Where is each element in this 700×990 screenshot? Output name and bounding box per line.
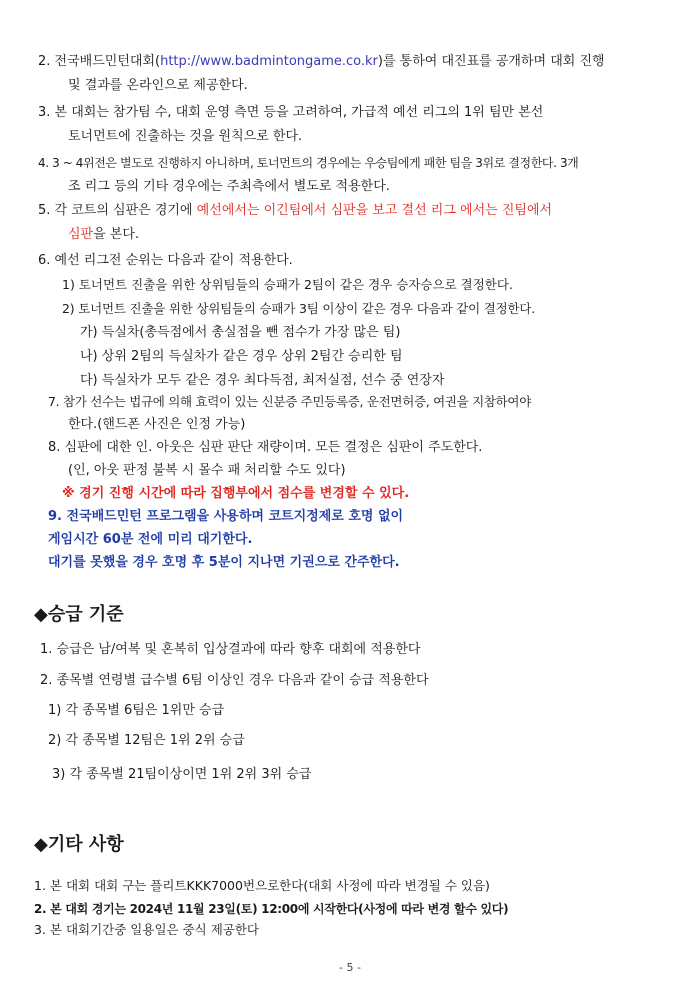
other-heading: ◆기타 사항	[34, 834, 124, 855]
item-6-sub-2a: 가) 득실차(총득점에서 총실점을 뺀 점수가 가장 많은 팀)	[80, 325, 401, 340]
other-item-2: 2. 본 대회 경기는 2024년 11월 23일(토) 12:00에 시작한다(사정에 따라 변경 할수 있다)	[34, 902, 509, 916]
item-6-sub-1: 1) 토너먼트 진출을 위한 상위팀들의 승패가 2팀이 같은 경우 승자승으로 결정한다.	[62, 277, 513, 292]
promotion-item-2-2: 2) 각 종목별 12팀은 1위 2위 승급	[48, 733, 245, 748]
item-8-line-1: 8. 심판에 대한 인. 아웃은 심판 판단 재량이며. 모든 결정은 심판이 주도한다.	[48, 440, 483, 455]
item-4-line-2: 조 리그 등의 기타 경우에는 주최측에서 별도로 적용한다.	[68, 179, 390, 194]
item-6-title: 6. 예선 리그전 순위는 다음과 같이 적용한다.	[38, 253, 293, 268]
item-9-line-3: 대기를 못했을 경우 호명 후 5분이 지나면 기권으로 간주한다.	[48, 555, 400, 570]
promotion-item-2-3: 3) 각 종목별 21팀이상이면 1위 2위 3위 승급	[52, 767, 312, 782]
item-7-line-1: 7. 참가 선수는 법규에 의해 효력이 있는 신분증 주민등록증, 운전면허증, 여권을 지참하여야	[48, 394, 531, 409]
item-7-line-2: 한다.(핸드폰 사진은 인정 가능)	[68, 417, 246, 432]
item-3-line-2: 토너먼트에 진출하는 것을 원칙으로 한다.	[68, 129, 303, 144]
promotion-item-2-1: 1) 각 종목별 6팀은 1위만 승급	[48, 703, 225, 718]
other-item-3: 3. 본 대회기간중 일용일은 중식 제공한다	[34, 922, 259, 937]
item-4-line-1: 4. 3 ~ 4위전은 별도로 진행하지 아니하며, 토너먼트의 경우에는 우승팀에게 패한 팀을 3위로 결정한다. 3개	[38, 156, 579, 170]
badminton-website-link[interactable]: http://www.badmintongame.co.kr	[160, 54, 378, 69]
promotion-item-1: 1. 승급은 남/여복 및 혼복히 입상결과에 따라 향후 대회에 적용한다	[40, 642, 421, 657]
item-6-sub-2b: 나) 상위 2팀의 득실차가 같은 경우 상위 2팀간 승리한 팀	[80, 349, 403, 364]
item-5-line-2: 심판을 본다.	[68, 227, 140, 242]
item-5-line-1: 5. 각 코트의 심판은 경기에 예선에서는 이긴팀에서 심판을 보고 결선 리그 에서는 진팀에서	[38, 203, 553, 218]
item-2-line-1: 2. 전국배드민턴대회(http://www.badmintongame.co.kr)를 통하여 대진표를 공개하며 대회 진행	[38, 54, 605, 69]
item-9-line-2: 게임시간 60분 전에 미리 대기한다.	[48, 532, 253, 547]
promotion-item-2: 2. 종목별 연령별 급수별 6팀 이상인 경우 다음과 같이 승급 적용한다	[40, 673, 429, 688]
page-number: - 5 -	[339, 961, 361, 974]
item-9-line-1: 9. 전국배드민턴 프로그램을 사용하며 코트지정제로 호명 없이	[48, 509, 404, 524]
referee-rule-highlight: 예선에서는 이긴팀에서 심판을 보고 결선 리그 에서는 진팀에서	[196, 203, 553, 218]
item-3-line-1: 3. 본 대회는 참가팀 수, 대회 운영 측면 등을 고려하여, 가급적 예선 리그의 1위 팀만 본선	[38, 105, 544, 120]
item-8-line-2: (인, 아웃 판정 불복 시 몰수 패 처리할 수도 있다)	[68, 463, 346, 478]
item-6-sub-2: 2) 토너먼트 진출을 위한 상위팀들의 승패가 3팀 이상이 같은 경우 다음과 같이 결정한다.	[62, 301, 535, 316]
item-2-line-2: 및 결과를 온라인으로 제공한다.	[68, 78, 248, 93]
other-item-1: 1. 본 대회 대회 구는 플리트KKK7000번으로한다(대회 사정에 따라 변경될 수 있음)	[34, 878, 490, 893]
score-change-note: ※ 경기 진행 시간에 따라 집행부에서 점수를 변경할 수 있다.	[62, 486, 410, 501]
promotion-heading: ◆승급 기준	[34, 604, 124, 625]
item-6-sub-2c: 다) 득실차가 모두 같은 경우 최다득점, 최저실점, 선수 중 연장자	[80, 373, 445, 388]
